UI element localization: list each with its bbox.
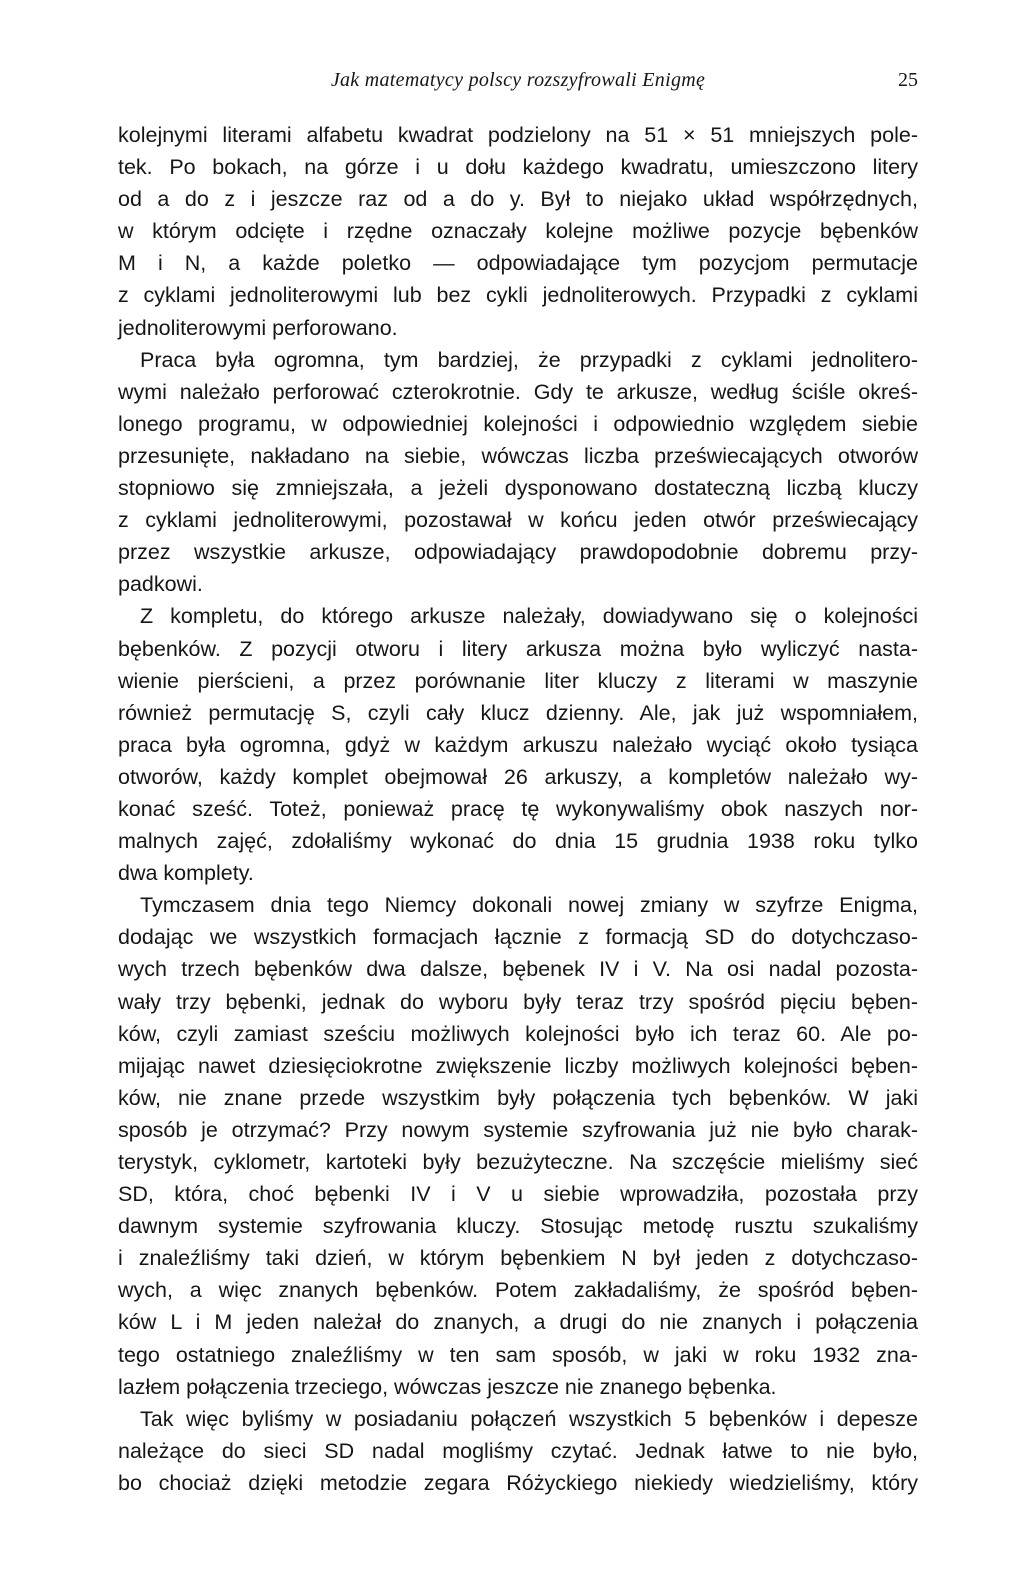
text-line: SD, która, choć bębenki IV i V u siebie wprowadziła, pozostała przy	[118, 1182, 918, 1207]
text-line: tego ostatniego znaleźliśmy w ten sam sposób, w jaki w roku 1932 zna-	[118, 1342, 918, 1367]
text-line: przesunięte, nakładano na siebie, wówczas liczba przeświecających otworów	[118, 443, 918, 468]
text-line: mijając nawet dziesięciokrotne zwiększenie liczby możliwych kolejności bęben-	[118, 1053, 918, 1078]
text-line: z cyklami jednoliterowymi, pozostawał w końcu jeden otwór przeświecający	[118, 508, 918, 533]
text-line: konać sześć. Toteż, ponieważ pracę tę wykonywaliśmy obok naszych nor-	[118, 796, 918, 821]
text-line: terystyk, cyklometr, kartoteki były bezużyteczne. Na szczęście mieliśmy sieć	[118, 1150, 918, 1174]
text-line: stopniowo się zmniejszała, a jeżeli dysponowano dostateczną liczbą kluczy	[118, 476, 918, 501]
text-line: Z kompletu, do którego arkusze należały, dowiadywano się o kolejności	[140, 604, 918, 629]
text-line: ków, nie znane przede wszystkim były połączenia tych bębenków. W jaki	[118, 1085, 918, 1110]
text-line: wych, a więc znanych bębenków. Potem zakładaliśmy, że spośród bęben-	[118, 1278, 918, 1303]
page-number: 25	[898, 69, 918, 91]
text-line: Tak więc byliśmy w posiadaniu połączeń wszystkich 5 bębenków i depesze	[140, 1406, 918, 1431]
text-line: dodając we wszystkich formacjach łącznie z formacją SD do dotychczaso-	[118, 925, 918, 950]
text-line: kolejnymi literami alfabetu kwadrat podzielony na 51 × 51 mniejszych pole-	[118, 123, 918, 147]
text-line: należące do sieci SD nadal mogliśmy czytać. Jednak łatwe to nie było,	[118, 1438, 918, 1463]
running-head	[118, 69, 918, 99]
text-line: Praca była ogromna, tym bardziej, że przypadki z cyklami jednolitero-	[140, 347, 918, 372]
text-line: i znaleźliśmy taki dzień, w którym bębenkiem N był jeden z dotychczaso-	[118, 1246, 918, 1271]
text-line: od a do z i jeszcze raz od a do y. Był to niejako układ współrzędnych,	[118, 187, 918, 212]
text-line: dawnym systemie szyfrowania kluczy. Stosując metodę rusztu szukaliśmy	[118, 1214, 918, 1239]
text-line: dwa komplety.	[118, 861, 254, 886]
text-line: lazłem połączenia trzeciego, wówczas jeszcze nie znanego bębenka.	[118, 1374, 777, 1399]
text-line: sposób je otrzymać? Przy nowym systemie szyfrowania już nie było charak-	[118, 1117, 918, 1142]
text-line: bo chociaż dzięki metodzie zegara Różyckiego niekiedy wiedzieliśmy, który	[118, 1470, 918, 1495]
text-line: bębenków. Z pozycji otworu i litery arkusza można było wyliczyć nasta-	[118, 636, 918, 661]
text-line: z cyklami jednoliterowymi lub bez cykli jednoliterowych. Przypadki z cyklami	[118, 283, 918, 308]
running-title: Jak matematycy polscy rozszyfrowali Enigmę	[330, 69, 706, 91]
text-line: jednoliterowymi perforowano.	[118, 315, 398, 340]
text-line: padkowi.	[118, 572, 203, 597]
text-line: również permutację S, czyli cały klucz dzienny. Ale, jak już wspomniałem,	[118, 700, 918, 725]
text-line: praca była ogromna, gdyż w każdym arkuszu należało wyciąć około tysiąca	[118, 732, 918, 757]
text-line: malnych zajęć, zdołaliśmy wykonać do dnia 15 grudnia 1938 roku tylko	[118, 829, 918, 854]
text-line: wych trzech bębenków dwa dalsze, bębenek IV i V. Na osi nadal pozosta-	[118, 957, 918, 982]
text-line: lonego programu, w odpowiedniej kolejności i odpowiednio względem siebie	[118, 411, 918, 436]
text-line: przez wszystkie arkusze, odpowiadający prawdopodobnie dobremu przy-	[118, 540, 918, 565]
body-text	[118, 119, 918, 1499]
text-line: otworów, każdy komplet obejmował 26 arkuszy, a kompletów należało wy-	[118, 764, 918, 789]
text-line: tek. Po bokach, na górze i u dołu każdego kwadratu, umieszczono litery	[118, 155, 918, 180]
text-line: wienie pierścieni, a przez porównanie liter kluczy z literami w maszynie	[118, 668, 918, 693]
text-line: wymi należało perforować czterokrotnie. Gdy te arkusze, według ściśle okreś-	[118, 379, 918, 404]
text-line: M i N, a każde poletko — odpowiadające tym pozycjom permutacje	[118, 251, 918, 276]
text-line: w którym odcięte i rzędne oznaczały kolejne możliwe pozycje bębenków	[118, 219, 918, 244]
text-line: ków, czyli zamiast sześciu możliwych kolejności było ich teraz 60. Ale po-	[118, 1021, 918, 1046]
text-line: ków L i M jeden należał do znanych, a drugi do nie znanych i połączenia	[118, 1310, 918, 1335]
text-line: wały trzy bębenki, jednak do wyboru były teraz trzy spośród pięciu bęben-	[118, 989, 918, 1014]
text-line: Tymczasem dnia tego Niemcy dokonali nowej zmiany w szyfrze Enigma,	[140, 893, 918, 918]
